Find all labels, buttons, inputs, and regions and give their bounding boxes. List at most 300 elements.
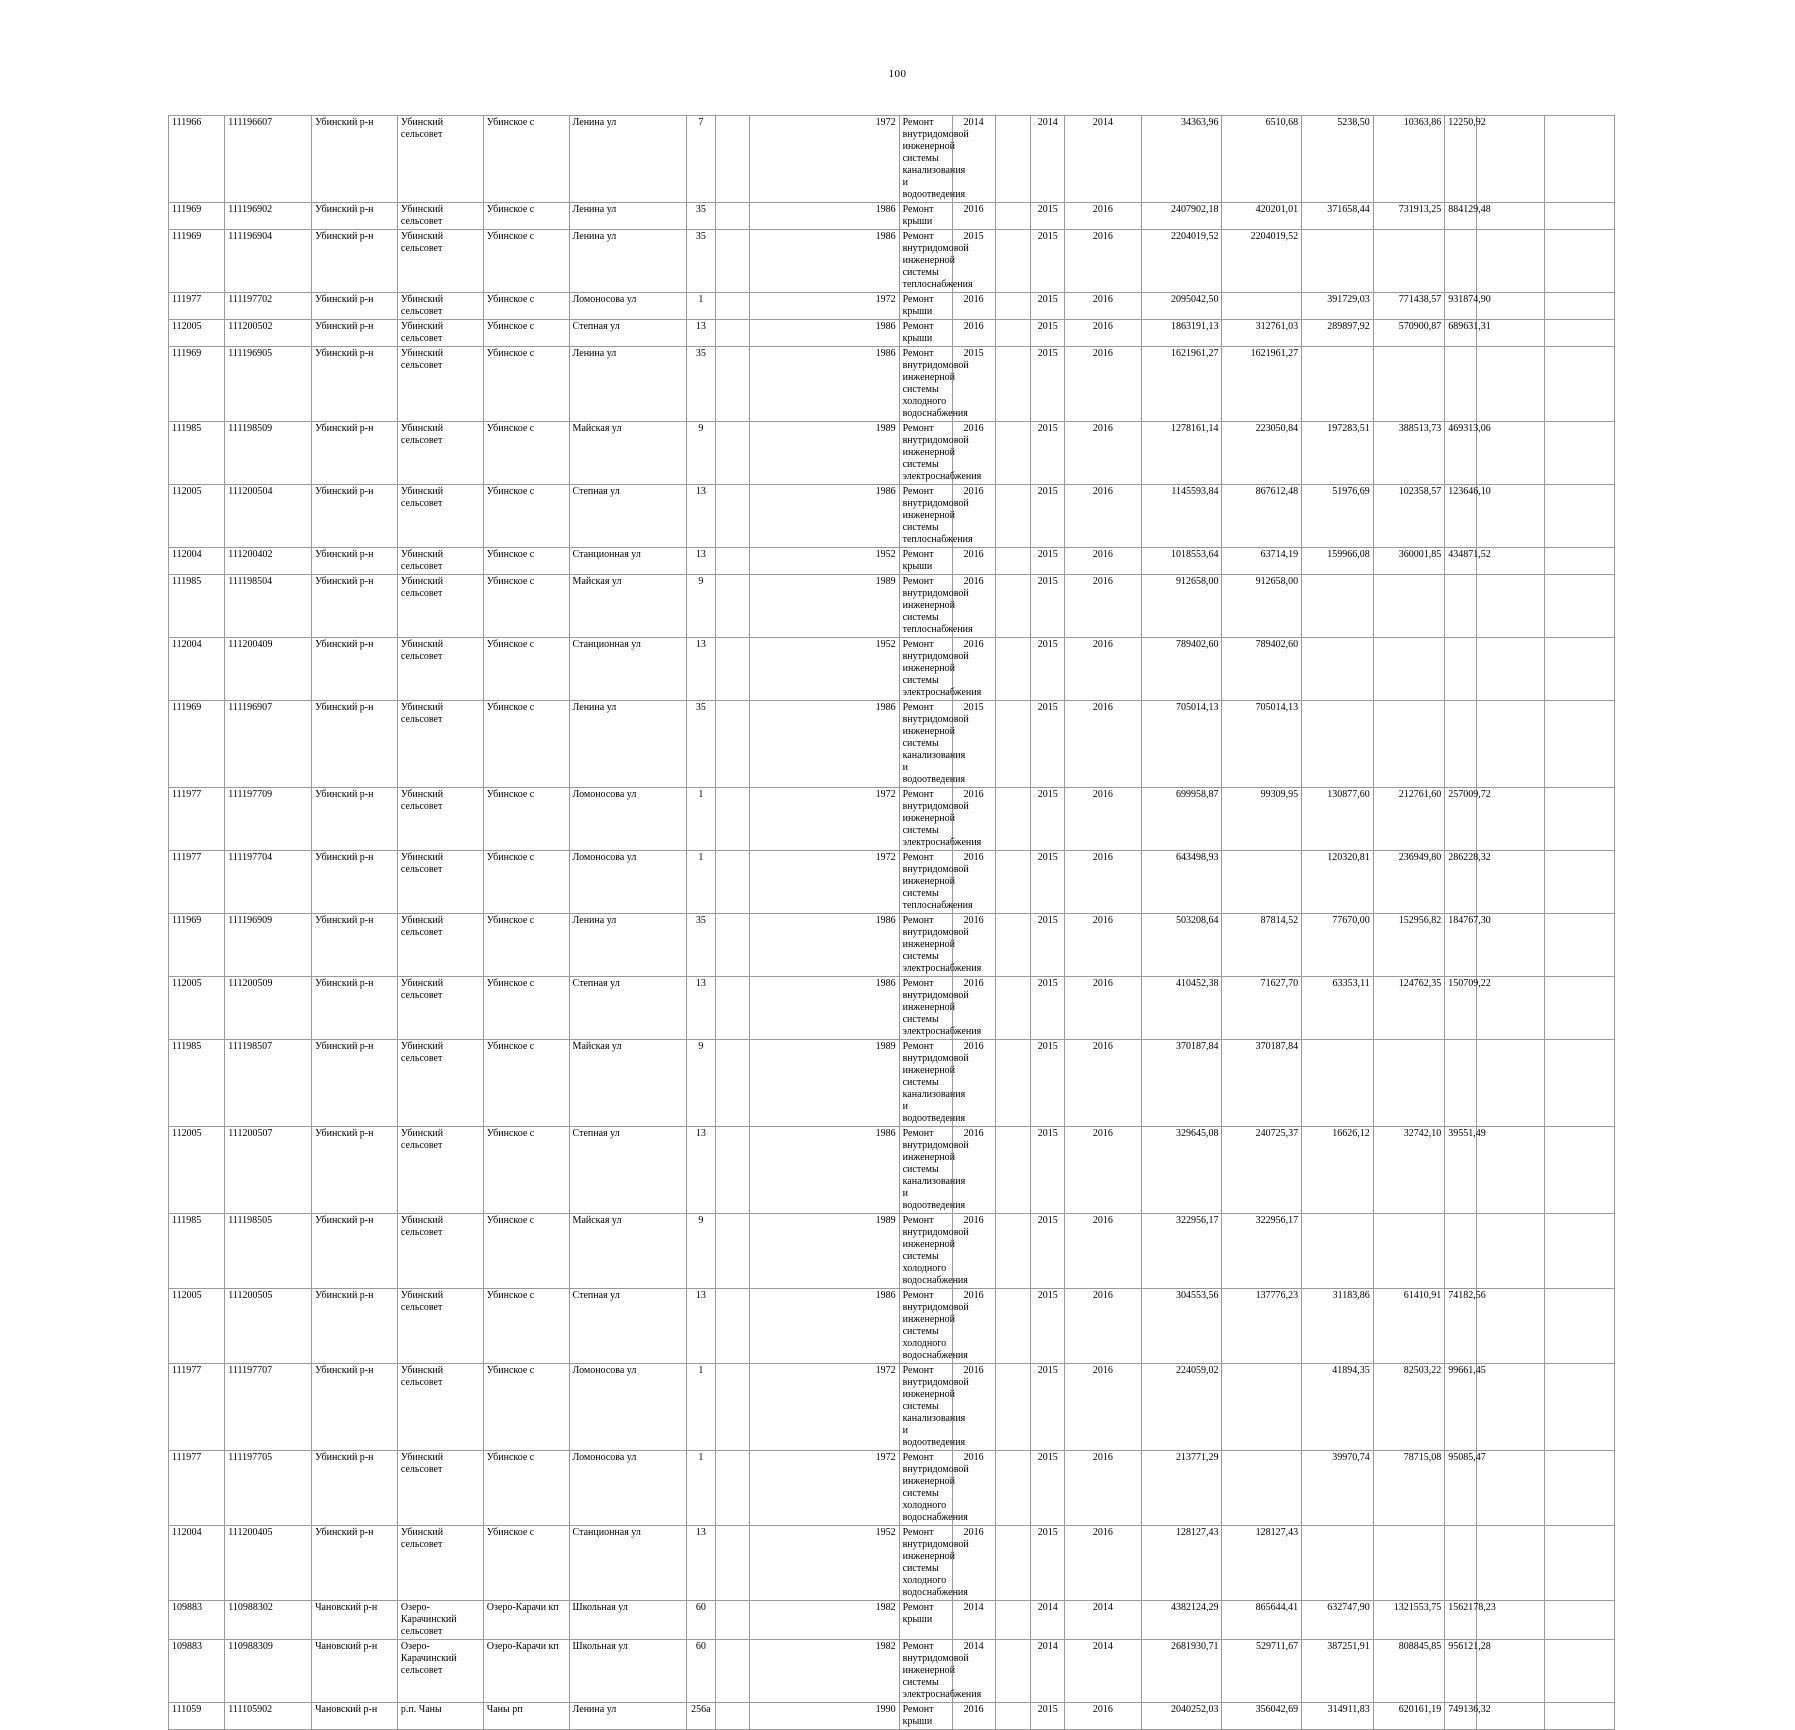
cell-house-id: 112005 — [169, 977, 225, 1040]
cell-source-2: 808845,85 — [1373, 1640, 1445, 1703]
cell-house-id: 109883 — [169, 1640, 225, 1703]
cell-work-type: Ремонт внутридомовой инженерной системы холодного водоснабжения — [899, 1289, 952, 1364]
cell-end-year: 2014 — [1065, 1601, 1142, 1640]
cell-street: Ломоносова ул — [569, 1364, 687, 1451]
cell-source-2: 388513,73 — [1373, 422, 1445, 485]
cell-source-1: 371658,44 — [1302, 203, 1374, 230]
cell-street: Майская ул — [569, 1214, 687, 1289]
cell-source-1: 120320,81 — [1302, 851, 1374, 914]
cell-empty — [995, 1451, 1031, 1526]
cell-start-year: 2015 — [1031, 203, 1065, 230]
cell-end-year: 2016 — [1065, 293, 1142, 320]
cell-end-year: 2016 — [1065, 1214, 1142, 1289]
cell-street: Степная ул — [569, 1289, 687, 1364]
cell-house-number: 1 — [687, 1364, 716, 1451]
cell-work-type: Ремонт внутридомовой инженерной системы теплоснабжения — [899, 230, 952, 293]
cell-start-year: 2015 — [1031, 422, 1065, 485]
cell-source-2: 1321553,75 — [1373, 1601, 1445, 1640]
cell-empty — [1545, 1214, 1615, 1289]
cell-source-2: 61410,91 — [1373, 1289, 1445, 1364]
cell-source-2: 152956,82 — [1373, 914, 1445, 977]
cell-end-year: 2014 — [1065, 1640, 1142, 1703]
cell-source-1: 77670,00 — [1302, 914, 1374, 977]
table-row — [169, 788, 1615, 851]
cell-source-2: 124762,35 — [1373, 977, 1445, 1040]
cell-source-1: 5238,50 — [1302, 116, 1374, 203]
cell-empty — [995, 230, 1031, 293]
cell-empty — [1476, 347, 1544, 422]
cell-empty — [715, 293, 750, 320]
cell-street: Степная ул — [569, 320, 687, 347]
cell-plan-year: 2016 — [952, 1451, 995, 1526]
cell-start-year: 2015 — [1031, 1703, 1065, 1730]
cell-empty — [1476, 1451, 1544, 1526]
table-row — [169, 851, 1615, 914]
cell-fund-amount: 322956,17 — [1222, 1214, 1302, 1289]
cell-work-code: 111198504 — [225, 575, 312, 638]
cell-settlement: Убинское с — [483, 914, 569, 977]
cell-end-year: 2016 — [1065, 203, 1142, 230]
cell-end-year: 2016 — [1065, 230, 1142, 293]
cell-work-type: Ремонт внутридомовой инженерной системы канализования и водоотведения — [899, 1040, 952, 1127]
cell-empty — [1476, 116, 1544, 203]
cell-work-code: 111196907 — [225, 701, 312, 788]
cell-total-cost: 304553,56 — [1141, 1289, 1222, 1364]
cell-empty — [715, 914, 750, 977]
cell-settlement: Убинское с — [483, 116, 569, 203]
cell-start-year: 2015 — [1031, 788, 1065, 851]
cell-source-1 — [1302, 1526, 1374, 1601]
cell-source-2: 78715,08 — [1373, 1451, 1445, 1526]
cell-work-code: 111198505 — [225, 1214, 312, 1289]
cell-plan-year: 2016 — [952, 788, 995, 851]
cell-empty — [1545, 1703, 1615, 1730]
cell-source-1 — [1302, 347, 1374, 422]
cell-district: Чановский р-н — [312, 1601, 398, 1640]
cell-start-year: 2015 — [1031, 1040, 1065, 1127]
cell-house-number: 35 — [687, 347, 716, 422]
cell-house-number: 13 — [687, 485, 716, 548]
cell-street: Ломоносова ул — [569, 293, 687, 320]
cell-year-built: 1989 — [750, 575, 899, 638]
cell-source-2 — [1373, 1214, 1445, 1289]
cell-total-cost: 2095042,50 — [1141, 293, 1222, 320]
cell-source-2 — [1373, 701, 1445, 788]
table-row — [169, 1526, 1615, 1601]
table-row — [169, 320, 1615, 347]
cell-municipality: р.п. Чаны — [397, 1703, 483, 1730]
cell-work-type: Ремонт внутридомовой инженерной системы электроснабжения — [899, 914, 952, 977]
cell-empty — [1545, 1640, 1615, 1703]
cell-start-year: 2014 — [1031, 1640, 1065, 1703]
cell-municipality: Убинский сельсовет — [397, 701, 483, 788]
cell-street: Степная ул — [569, 485, 687, 548]
cell-start-year: 2015 — [1031, 293, 1065, 320]
cell-total-cost: 705014,13 — [1141, 701, 1222, 788]
cell-house-number: 13 — [687, 1526, 716, 1601]
cell-work-type: Ремонт крыши — [899, 1601, 952, 1640]
cell-year-built: 1986 — [750, 914, 899, 977]
cell-work-type: Ремонт крыши — [899, 1703, 952, 1730]
cell-source-3: 95085,47 — [1445, 1451, 1477, 1526]
cell-start-year: 2014 — [1031, 1601, 1065, 1640]
cell-empty — [1545, 851, 1615, 914]
cell-settlement: Озеро-Карачи кп — [483, 1601, 569, 1640]
cell-source-3: 12250,92 — [1445, 116, 1477, 203]
cell-street: Ломоносова ул — [569, 851, 687, 914]
cell-work-type: Ремонт крыши — [899, 203, 952, 230]
cell-district: Убинский р-н — [312, 485, 398, 548]
cell-plan-year: 2014 — [952, 1601, 995, 1640]
cell-district: Убинский р-н — [312, 548, 398, 575]
cell-empty — [995, 116, 1031, 203]
cell-year-built: 1986 — [750, 203, 899, 230]
cell-municipality: Убинский сельсовет — [397, 203, 483, 230]
cell-empty — [995, 293, 1031, 320]
cell-house-number: 9 — [687, 575, 716, 638]
cell-source-3: 749136,32 — [1445, 1703, 1477, 1730]
cell-total-cost: 329645,08 — [1141, 1127, 1222, 1214]
cell-fund-amount: 63714,19 — [1222, 548, 1302, 575]
cell-source-2: 731913,25 — [1373, 203, 1445, 230]
cell-municipality: Убинский сельсовет — [397, 1364, 483, 1451]
cell-house-id: 111985 — [169, 1214, 225, 1289]
cell-source-1: 314911,83 — [1302, 1703, 1374, 1730]
cell-end-year: 2016 — [1065, 1127, 1142, 1214]
cell-district: Убинский р-н — [312, 1526, 398, 1601]
cell-source-3: 931874,90 — [1445, 293, 1477, 320]
cell-empty — [715, 1364, 750, 1451]
cell-source-1: 391729,03 — [1302, 293, 1374, 320]
cell-year-built: 1986 — [750, 485, 899, 548]
cell-district: Убинский р-н — [312, 1040, 398, 1127]
cell-municipality: Убинский сельсовет — [397, 422, 483, 485]
cell-plan-year: 2016 — [952, 293, 995, 320]
cell-work-code: 111196607 — [225, 116, 312, 203]
cell-work-code: 111200505 — [225, 1289, 312, 1364]
cell-work-code: 111200509 — [225, 977, 312, 1040]
cell-work-code: 111200502 — [225, 320, 312, 347]
cell-source-1: 632747,90 — [1302, 1601, 1374, 1640]
cell-year-built: 1986 — [750, 1289, 899, 1364]
cell-municipality: Озеро-Карачинский сельсовет — [397, 1640, 483, 1703]
cell-empty — [715, 638, 750, 701]
cell-plan-year: 2016 — [952, 977, 995, 1040]
cell-empty — [1545, 788, 1615, 851]
cell-start-year: 2014 — [1031, 116, 1065, 203]
cell-start-year: 2015 — [1031, 1364, 1065, 1451]
cell-empty — [715, 701, 750, 788]
cell-year-built: 1989 — [750, 1040, 899, 1127]
cell-start-year: 2015 — [1031, 977, 1065, 1040]
cell-empty — [1476, 1214, 1544, 1289]
cell-total-cost: 128127,43 — [1141, 1526, 1222, 1601]
cell-empty — [1545, 1040, 1615, 1127]
cell-plan-year: 2016 — [952, 851, 995, 914]
cell-district: Убинский р-н — [312, 977, 398, 1040]
cell-municipality: Убинский сельсовет — [397, 575, 483, 638]
table-row — [169, 1214, 1615, 1289]
cell-fund-amount — [1222, 1451, 1302, 1526]
cell-house-id: 109883 — [169, 1601, 225, 1640]
cell-source-2: 570900,87 — [1373, 320, 1445, 347]
cell-source-2 — [1373, 230, 1445, 293]
cell-year-built: 1952 — [750, 1526, 899, 1601]
cell-district: Убинский р-н — [312, 701, 398, 788]
cell-work-type: Ремонт внутридомовой инженерной системы электроснабжения — [899, 977, 952, 1040]
cell-work-code: 111197704 — [225, 851, 312, 914]
cell-house-id: 112005 — [169, 1289, 225, 1364]
cell-district: Убинский р-н — [312, 788, 398, 851]
cell-fund-amount: 356042,69 — [1222, 1703, 1302, 1730]
cell-source-3 — [1445, 638, 1477, 701]
cell-start-year: 2015 — [1031, 230, 1065, 293]
table-row — [169, 977, 1615, 1040]
cell-empty — [1545, 1526, 1615, 1601]
cell-street: Ленина ул — [569, 203, 687, 230]
cell-year-built: 1972 — [750, 293, 899, 320]
cell-settlement: Убинское с — [483, 1364, 569, 1451]
cell-work-type: Ремонт внутридомовой инженерной системы холодного водоснабжения — [899, 1214, 952, 1289]
cell-source-2: 236949,80 — [1373, 851, 1445, 914]
cell-fund-amount — [1222, 851, 1302, 914]
cell-municipality: Убинский сельсовет — [397, 293, 483, 320]
cell-empty — [995, 485, 1031, 548]
cell-district: Убинский р-н — [312, 320, 398, 347]
cell-total-cost: 2407902,18 — [1141, 203, 1222, 230]
cell-settlement: Убинское с — [483, 548, 569, 575]
cell-plan-year: 2016 — [952, 638, 995, 701]
cell-work-type: Ремонт внутридомовой инженерной системы теплоснабжения — [899, 575, 952, 638]
cell-empty — [995, 977, 1031, 1040]
cell-empty — [715, 1214, 750, 1289]
cell-total-cost: 224059,02 — [1141, 1364, 1222, 1451]
cell-settlement: Убинское с — [483, 485, 569, 548]
cell-municipality: Убинский сельсовет — [397, 788, 483, 851]
cell-settlement: Убинское с — [483, 230, 569, 293]
cell-total-cost: 1621961,27 — [1141, 347, 1222, 422]
cell-source-1 — [1302, 638, 1374, 701]
cell-street: Ломоносова ул — [569, 1451, 687, 1526]
cell-municipality: Убинский сельсовет — [397, 638, 483, 701]
cell-work-code: 111196905 — [225, 347, 312, 422]
cell-work-code: 111200405 — [225, 1526, 312, 1601]
cell-source-3 — [1445, 230, 1477, 293]
cell-fund-amount: 71627,70 — [1222, 977, 1302, 1040]
cell-settlement: Убинское с — [483, 1526, 569, 1601]
cell-start-year: 2015 — [1031, 1127, 1065, 1214]
cell-street: Ленина ул — [569, 914, 687, 977]
cell-work-code: 111196909 — [225, 914, 312, 977]
cell-empty — [1476, 1127, 1544, 1214]
cell-year-built: 1952 — [750, 548, 899, 575]
cell-empty — [995, 788, 1031, 851]
cell-total-cost: 699958,87 — [1141, 788, 1222, 851]
cell-empty — [715, 1040, 750, 1127]
cell-street: Станционная ул — [569, 1526, 687, 1601]
cell-empty — [995, 1703, 1031, 1730]
cell-work-code: 111197702 — [225, 293, 312, 320]
cell-plan-year: 2016 — [952, 1127, 995, 1214]
cell-total-cost: 789402,60 — [1141, 638, 1222, 701]
table-row — [169, 1040, 1615, 1127]
cell-source-1: 63353,11 — [1302, 977, 1374, 1040]
cell-fund-amount: 529711,67 — [1222, 1640, 1302, 1703]
cell-start-year: 2015 — [1031, 1451, 1065, 1526]
cell-empty — [995, 1640, 1031, 1703]
cell-district: Убинский р-н — [312, 1364, 398, 1451]
cell-work-type: Ремонт внутридомовой инженерной системы канализования и водоотведения — [899, 116, 952, 203]
cell-source-2: 620161,19 — [1373, 1703, 1445, 1730]
cell-total-cost: 34363,96 — [1141, 116, 1222, 203]
cell-house-number: 35 — [687, 203, 716, 230]
cell-source-3: 74182,56 — [1445, 1289, 1477, 1364]
cell-source-3 — [1445, 701, 1477, 788]
cell-total-cost: 213771,29 — [1141, 1451, 1222, 1526]
cell-source-1: 289897,92 — [1302, 320, 1374, 347]
cell-house-id: 111969 — [169, 347, 225, 422]
cell-empty — [1545, 548, 1615, 575]
cell-empty — [1476, 1289, 1544, 1364]
cell-fund-amount — [1222, 1364, 1302, 1451]
cell-empty — [715, 788, 750, 851]
cell-empty — [1545, 1601, 1615, 1640]
cell-district: Чановский р-н — [312, 1703, 398, 1730]
cell-plan-year: 2016 — [952, 1526, 995, 1601]
cell-house-id: 112005 — [169, 1127, 225, 1214]
cell-municipality: Убинский сельсовет — [397, 485, 483, 548]
cell-house-id: 111985 — [169, 1040, 225, 1127]
cell-settlement: Убинское с — [483, 701, 569, 788]
cell-source-1: 130877,60 — [1302, 788, 1374, 851]
cell-start-year: 2015 — [1031, 851, 1065, 914]
cell-year-built: 1986 — [750, 977, 899, 1040]
table-row — [169, 347, 1615, 422]
cell-fund-amount: 370187,84 — [1222, 1040, 1302, 1127]
cell-source-1 — [1302, 230, 1374, 293]
cell-house-number: 1 — [687, 788, 716, 851]
cell-house-id: 111977 — [169, 1364, 225, 1451]
cell-total-cost: 2681930,71 — [1141, 1640, 1222, 1703]
table-row — [169, 914, 1615, 977]
cell-work-code: 111200504 — [225, 485, 312, 548]
cell-house-number: 9 — [687, 1214, 716, 1289]
cell-source-3: 99661,45 — [1445, 1364, 1477, 1451]
cell-work-code: 111105902 — [225, 1703, 312, 1730]
cell-empty — [715, 116, 750, 203]
cell-fund-amount: 912658,00 — [1222, 575, 1302, 638]
cell-source-2 — [1373, 575, 1445, 638]
cell-source-1: 387251,91 — [1302, 1640, 1374, 1703]
cell-settlement: Убинское с — [483, 851, 569, 914]
cell-total-cost: 2040252,03 — [1141, 1703, 1222, 1730]
cell-plan-year: 2016 — [952, 1289, 995, 1364]
table-row — [169, 203, 1615, 230]
cell-empty — [1545, 575, 1615, 638]
cell-street: Школьная ул — [569, 1601, 687, 1640]
cell-source-3 — [1445, 1040, 1477, 1127]
cell-plan-year: 2015 — [952, 230, 995, 293]
cell-year-built: 1990 — [750, 1703, 899, 1730]
cell-source-2: 771438,57 — [1373, 293, 1445, 320]
cell-empty — [1545, 116, 1615, 203]
cell-empty — [715, 1451, 750, 1526]
cell-settlement: Убинское с — [483, 575, 569, 638]
cell-year-built: 1972 — [750, 116, 899, 203]
cell-empty — [995, 1526, 1031, 1601]
cell-plan-year: 2014 — [952, 1640, 995, 1703]
cell-empty — [995, 347, 1031, 422]
cell-district: Убинский р-н — [312, 230, 398, 293]
cell-empty — [1476, 1364, 1544, 1451]
cell-street: Ленина ул — [569, 1703, 687, 1730]
cell-house-id: 111977 — [169, 1451, 225, 1526]
cell-empty — [1545, 1289, 1615, 1364]
cell-work-type: Ремонт крыши — [899, 320, 952, 347]
cell-settlement: Убинское с — [483, 1127, 569, 1214]
cell-year-built: 1989 — [750, 422, 899, 485]
cell-house-number: 9 — [687, 422, 716, 485]
cell-year-built: 1982 — [750, 1640, 899, 1703]
cell-work-code: 111200507 — [225, 1127, 312, 1214]
cell-settlement: Убинское с — [483, 347, 569, 422]
cell-empty — [1545, 638, 1615, 701]
cell-plan-year: 2016 — [952, 422, 995, 485]
table-row — [169, 1364, 1615, 1451]
cell-settlement: Чаны рп — [483, 1703, 569, 1730]
cell-source-3: 956121,28 — [1445, 1640, 1477, 1703]
table-body — [169, 116, 1615, 1730]
cell-year-built: 1972 — [750, 788, 899, 851]
cell-source-1: 197283,51 — [1302, 422, 1374, 485]
cell-district: Убинский р-н — [312, 347, 398, 422]
cell-source-2 — [1373, 347, 1445, 422]
cell-total-cost: 1863191,13 — [1141, 320, 1222, 347]
cell-year-built: 1986 — [750, 320, 899, 347]
cell-source-1: 51976,69 — [1302, 485, 1374, 548]
cell-district: Убинский р-н — [312, 914, 398, 977]
cell-source-1 — [1302, 1214, 1374, 1289]
cell-district: Убинский р-н — [312, 1214, 398, 1289]
cell-year-built: 1972 — [750, 1451, 899, 1526]
cell-settlement: Убинское с — [483, 320, 569, 347]
cell-empty — [995, 203, 1031, 230]
cell-empty — [995, 701, 1031, 788]
page-number: 100 — [888, 68, 907, 80]
cell-source-1: 39970,74 — [1302, 1451, 1374, 1526]
cell-empty — [1545, 1364, 1615, 1451]
cell-house-number: 9 — [687, 1040, 716, 1127]
cell-total-cost: 1278161,14 — [1141, 422, 1222, 485]
cell-fund-amount: 87814,52 — [1222, 914, 1302, 977]
cell-work-type: Ремонт внутридомовой инженерной системы холодного водоснабжения — [899, 1451, 952, 1526]
cell-plan-year: 2016 — [952, 575, 995, 638]
cell-empty — [1545, 203, 1615, 230]
cell-plan-year: 2016 — [952, 1364, 995, 1451]
cell-year-built: 1986 — [750, 230, 899, 293]
cell-work-code: 110988309 — [225, 1640, 312, 1703]
cell-street: Станционная ул — [569, 548, 687, 575]
cell-empty — [715, 1289, 750, 1364]
cell-work-code: 111196902 — [225, 203, 312, 230]
cell-work-type: Ремонт внутридомовой инженерной системы электроснабжения — [899, 788, 952, 851]
cell-source-3 — [1445, 575, 1477, 638]
cell-municipality: Озеро-Карачинский сельсовет — [397, 1601, 483, 1640]
cell-total-cost: 322956,17 — [1141, 1214, 1222, 1289]
cell-house-number: 13 — [687, 1127, 716, 1214]
cell-street: Степная ул — [569, 1127, 687, 1214]
cell-end-year: 2016 — [1065, 1526, 1142, 1601]
